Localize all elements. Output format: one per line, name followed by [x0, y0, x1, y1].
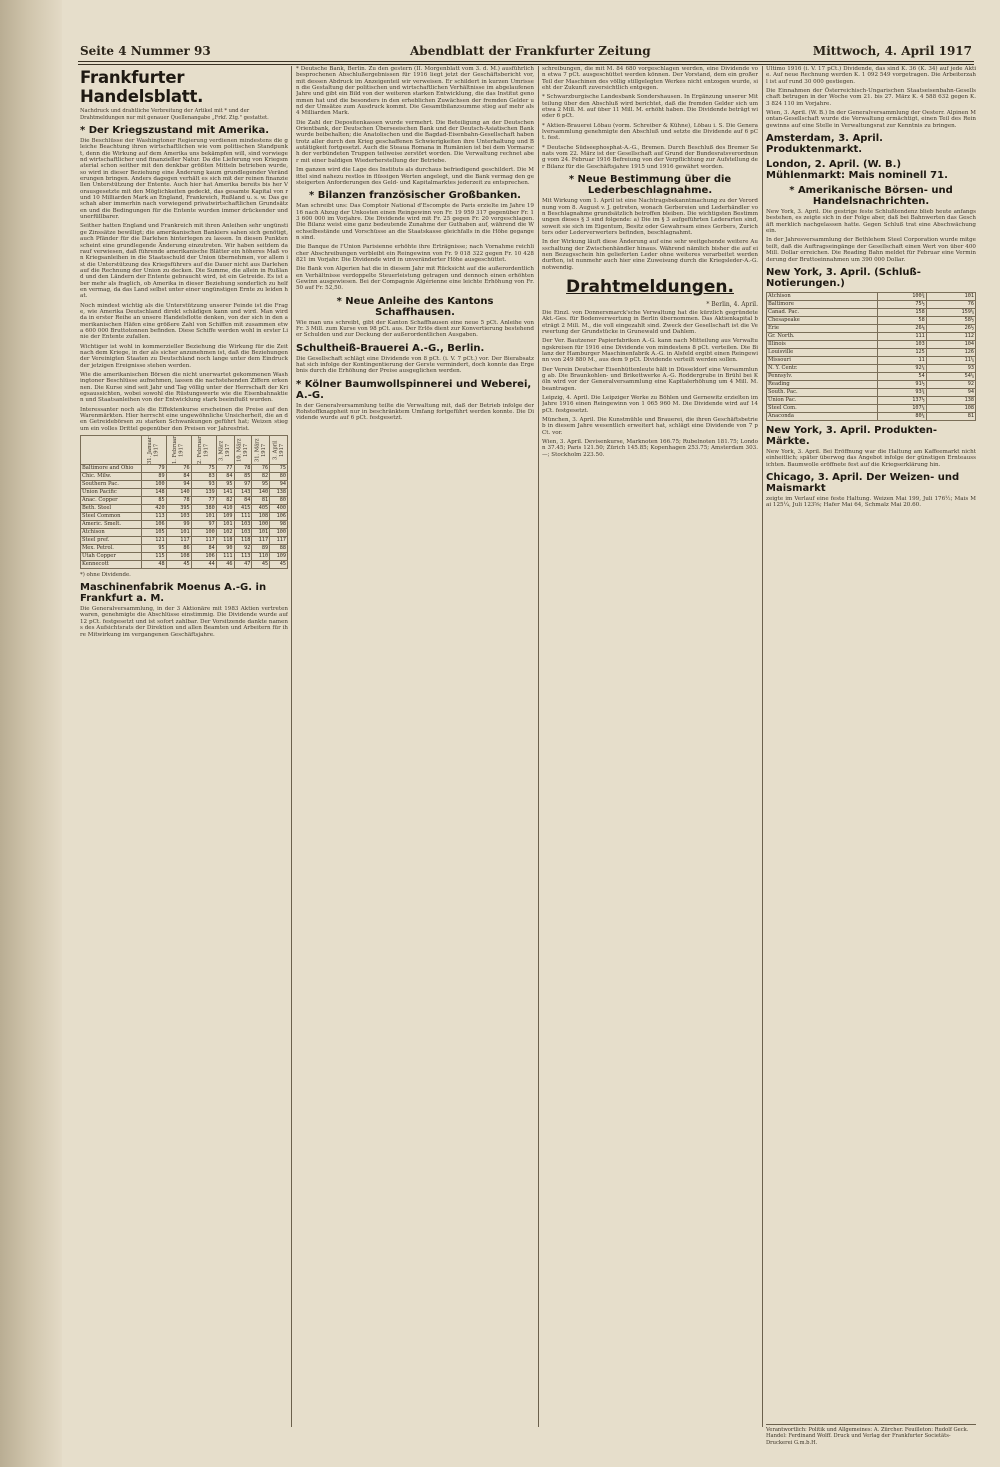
binding-spine — [0, 0, 62, 1467]
table-row — [767, 324, 976, 332]
table-cell: 75 — [270, 465, 288, 473]
table-cell: 92 — [234, 545, 252, 553]
table-row — [767, 316, 976, 324]
table-cell: 140 — [252, 489, 270, 497]
table-cell: Baltimore — [767, 300, 878, 308]
table-cell: 140 — [166, 489, 191, 497]
article-paragraph: Die Generalversammlung, in der 3 Aktionäre mit 1983 Aktien vertreten waren, genehmigte die Abschlüsse einstimmig. Die Dividende wurde auf 12 pCt. festgesetzt und ist sofort zahlbar. Der Vorsitzende dankte namens des Aufsichtsrats der Direktion und allen Beamten und Arbeitern für ihre Mitwirkung im vergangenen Geschäftsjahre. — [80, 606, 288, 638]
table-cell: 45 — [270, 561, 288, 569]
article-paragraph: * Deutsche Südseephosphat-A.-G., Bremen. Durch Beschluß des Bremer Senats vom 22. März ist der Gesellschaft auf Grund der Bundesratsverordnung vom 24. Februar 1916 Befreiung von der Verpflichtung zur Aufstellung der Bilanz für die Geschäftsjahre 1915 und 1916 gewährt worden. — [542, 144, 758, 170]
article-paragraph: Interessanter noch als die Effektenkurse erscheinen die Preise auf den Warenmärkten. Hier herrscht eine ungewöhnliche Unsicherheit, die an den Getreidebörsen zu starken Schwankungen geführt hat; Weizen stieg um ein volles Drittel gegenüber den Preisen vor Jahresfrist. — [80, 406, 288, 432]
table-cell: Chic. Milw. — [81, 473, 142, 481]
table-cell: 58½ — [926, 316, 975, 324]
table-title: New York, 3. April. (Schluß-Notierungen.) — [766, 266, 921, 289]
table-cell: 138 — [270, 489, 288, 497]
table-cell: 117 — [191, 537, 216, 545]
table-cell: 82 — [216, 497, 234, 505]
section-heading: Drahtmeldungen. — [566, 276, 734, 297]
article-paragraph: * Schwarzburgische Landesbank Sondershausen. In Ergänzung unserer Mitteilung über den Abschluß wird berichtet, daß die fremden Gelder sich um etwa 2 Mill. M. auf über 11 Mill. M. erhöht haben. Die Dividende beträgt wieder 6 pCt. — [542, 94, 758, 120]
article-paragraph: New York, 3. April. Die gestrige feste Schlußtendenz blieb heute anfangs bestehen, es zeigte sich in der Folge aber, daß bei Bahnwerten das Geschäft merklich nachgelassen hatte. Gegen Schluß trat eine Abschwächung ein. — [766, 209, 976, 235]
article-paragraph: Noch mindest wichtig als die Unterstützung unserer Feinde ist die Frage, wie Amerika Deutschland direkt schädigen kann und wird. Man wird da in erster Reihe an unsere Handelsflotte denken, von der sich in den amerikanischen Häfen eine größere Zahl von Schiffen mit zusammen etwa 600 000 Bruttotonnen befinden. Diese Schiffe werden wohl in erster Linie der Entente zufallen. — [80, 302, 288, 341]
article-paragraph: Die Banque de l'Union Parisienne erhöhte ihre Erträgnisse; nach Vornahme reichlicher Abschreibungen verbleibt ein Reingewinn von Fr. 9 018 322 gegen Fr. 10 428 821 im Vorjahr. Die Dividende wird in unveränderter Höhe ausgeschüttet. — [296, 244, 534, 263]
table-row — [767, 388, 976, 396]
table-cell: 76 — [166, 465, 191, 473]
table-cell: 117 — [270, 537, 288, 545]
table-cell: 79 — [141, 465, 166, 473]
table-cell: Louisville — [767, 348, 878, 356]
table-cell: Anaconda — [767, 412, 878, 420]
table-cell: 103 — [166, 513, 191, 521]
table-row — [767, 332, 976, 340]
table-cell: 113 — [141, 513, 166, 521]
table-cell: 159¼ — [926, 308, 975, 316]
table-cell: 101 — [926, 292, 975, 300]
table-cell: 75½ — [877, 300, 926, 308]
table-cell: 88 — [270, 545, 288, 553]
table-cell: 78 — [166, 497, 191, 505]
article-paragraph: New York, 3. April. Bei Eröffnung war die Haltung am Kaffeemarkt nicht einheitlich; später überwog das Angebot infolge der günstigen Ernteaussichten. Baumwolle eröffnete fest auf die Kriegserklärung hin. — [766, 448, 976, 468]
column-2 — [296, 66, 534, 1427]
table-cell: 54 — [877, 372, 926, 380]
article-paragraph: Wie man uns schreibt, gibt der Kanton Schaffhausen eine neue 5 pCt. Anleihe von Fr. 3 Mill. zum Kurse von 98 pCt. aus. Der Erlös dient zur Konvertierung bestehender Schulden und zur Deckung der außerordentlichen Ausgaben. — [296, 319, 534, 339]
article-paragraph: Man schreibt uns: Das Comptoir National d'Escompte de Paris erzielte im Jahre 1916 nach Abzug der Unkosten einen Reingewinn von Fr. 19 959 317 gegenüber Fr. 13 600 000 im Vorjahre. Die Dividende wird mit Fr. 25 gegen Fr. 20 vorgeschlagen. Die Bilanz weist eine ganz bedeutende Zunahme der Guthaben auf, während die Wechselbestände und Vorschüsse an die Staatskasse gleichfalls in die Höhe gegangen sind. — [296, 203, 534, 241]
table-cell: 97 — [191, 521, 216, 529]
table-cell: Missouri — [767, 356, 878, 364]
table-row — [81, 537, 288, 545]
table-cell: 400 — [270, 505, 288, 513]
table-cell: 148 — [141, 489, 166, 497]
article-heading: Chicago, 3. April. Der Weizen- und Maismarkt — [766, 471, 960, 494]
issue-date: Mittwoch, 4. April 1917 — [812, 44, 972, 58]
table-row — [81, 513, 288, 521]
table-row — [767, 308, 976, 316]
table-cell: Canad. Pac. — [767, 308, 878, 316]
table-cell: 81 — [926, 412, 975, 420]
masthead — [80, 44, 972, 62]
article-paragraph: zeigte im Verlauf eine feste Haltung. Weizen Mai 199, Juli 176½; Mais Mai 125¼, Juli 123⅝; Hafer Mai 64, Schmalz Mai 20.60. — [766, 495, 976, 509]
table-cell: Steel pref. — [81, 537, 142, 545]
table-cell: 117 — [166, 537, 191, 545]
table-cell: Union Pac. — [767, 396, 878, 404]
quotes-table — [766, 292, 976, 421]
table-cell: 101 — [191, 513, 216, 521]
article-paragraph: * Aktien-Brauerei Löbau (vorm. Schreiber & Kühne), Löbau i. S. Die Generalversammlung genehmigte den Abschluß und setzte die Dividende auf 6 pCt. fest. — [542, 122, 758, 142]
table-header-cell: 10. März 1917 — [234, 436, 252, 465]
table-cell: 95 — [252, 481, 270, 489]
column-3 — [542, 66, 758, 1427]
article-paragraph: München, 3. April. Die Kunstmühle und Brauerei, die ihren Geschäftsbetrieb in diesem Jahre wesentlich erweitert hat, schlägt eine Dividende von 7 pCt. vor. — [542, 417, 758, 436]
table-body — [81, 465, 288, 569]
table-cell: 100 — [141, 481, 166, 489]
table-cell: 86 — [166, 545, 191, 553]
article-paragraph: In der Generalversammlung teilte die Verwaltung mit, daß der Betrieb infolge der Rohstoffknappheit nur in beschränktem Umfang fortgeführt werden konnte. Die Dividende wurde auf 6 pCt. festgesetzt. — [296, 402, 534, 422]
table-cell: 105 — [141, 529, 166, 537]
table-cell: 104 — [926, 340, 975, 348]
table-cell: 103 — [234, 521, 252, 529]
table-cell: 98 — [270, 521, 288, 529]
table-row — [81, 497, 288, 505]
article-heading: Schultheiß-Brauerei A.-G., Berlin. — [296, 342, 485, 354]
article-heading: * Bilanzen französischer Großbanken. — [309, 190, 521, 202]
article-paragraph: schreibungen, die mit M. 84 680 vorgeschlagen werden, eine Dividende von etwa 7 pCt. ausgeschüttet werden können. Der Vorstand, dem ein großer Teil der Maschinen des völlig stillgelegten Werkes nicht entzogen wurde, sieht der Zukunft zuversichtlich entgegen. — [542, 66, 758, 92]
table-cell: Atchison — [81, 529, 142, 537]
table-cell: Kennecott — [81, 561, 142, 569]
table-cell: 84 — [216, 473, 234, 481]
table-row — [767, 404, 976, 412]
article-paragraph: Die Einnahmen der Österreichisch-Ungarischen Staatseisenbahn-Gesellschaft betrugen in der Woche vom 21. bis 27. März K. 4 588 632 gegen K. 3 824 110 im Vorjahre. — [766, 88, 976, 107]
table-row — [767, 396, 976, 404]
table-cell: Chesapeake — [767, 316, 878, 324]
table-cell: 75 — [191, 465, 216, 473]
table-cell: 89 — [252, 545, 270, 553]
table-cell: Pennsylv. — [767, 372, 878, 380]
table-cell: 84 — [234, 497, 252, 505]
table-cell: 80 — [270, 473, 288, 481]
table-cell: 109 — [270, 553, 288, 561]
table-cell: 118 — [234, 537, 252, 545]
newspaper-title: Abendblatt der Frankfurter Zeitung — [410, 44, 651, 58]
table-cell: 101 — [252, 529, 270, 537]
table-cell: 94 — [270, 481, 288, 489]
table-cell: 103 — [234, 529, 252, 537]
table-cell: 126 — [926, 348, 975, 356]
table-cell: 109 — [216, 513, 234, 521]
table-cell: 26½ — [926, 324, 975, 332]
article-paragraph: In der Jahresversammlung der Bethlehem Steel Corporation wurde mitgeteilt, daß die Auftragseingänge der Gesellschaft einen Wert von über 400 Mill. Dollar erreichen. Die Reading Bahn meldet für Februar eine Verminderung der Bruttoeinnahmen um 390 000 Dollar. — [766, 237, 976, 263]
table-cell: Union Pacific — [81, 489, 142, 497]
table-header-cell: 31. März 1917 — [252, 436, 270, 465]
table-cell: Anac. Copper — [81, 497, 142, 505]
table-cell: 103 — [877, 340, 926, 348]
table-cell: 113 — [234, 553, 252, 561]
table-cell: 46 — [216, 561, 234, 569]
table-cell: 118 — [216, 537, 234, 545]
article-paragraph: Mit Wirkung vom 1. April ist eine Nachtragsbekanntmachung zu der Verordnung vom 8. August v. J. getreten, wonach Gerbereien und Lederhändler von Beschlagnahme grundsätzlich betroffen bleiben. Die wichtigsten Bestimmungen dieses § 3 sind folgende: a) Die im § 3 aufgeführten Lederarten sind, soweit sie sich im Eigentum, Besitz oder Gewahrsam eines Gerbers, Zurichters oder Lederverwerters befinden, beschlagnahmt. — [542, 198, 758, 236]
table-row — [767, 380, 976, 388]
table-cell: 117 — [252, 537, 270, 545]
table-cell: N. Y. Centr. — [767, 364, 878, 372]
table-cell: 108 — [166, 553, 191, 561]
table-cell: 143 — [234, 489, 252, 497]
table-cell: 395 — [166, 505, 191, 513]
table-cell: 380 — [191, 505, 216, 513]
article-paragraph: Ultimo 1916 (i. V. 17 pCt.) Dividende, das sind K. 36 (K. 34) auf jede Aktie. Auf neue Rechnung werden K. 1 092 549 vorgetragen. Die Arbeiterzahl ist auf rund 30 000 gestiegen. — [766, 66, 976, 85]
table-row — [81, 481, 288, 489]
column-divider — [538, 66, 539, 1427]
table-cell: 108 — [926, 404, 975, 412]
table-cell: 82 — [252, 473, 270, 481]
table-cell: Steel Com. — [767, 404, 878, 412]
article-paragraph: Die Beschlüsse der Washingtoner Regierung verdienen mindestens die gleiche Beachtung ihren wirtschaftlichen wie vom politischen Standpunkt, denn die Wirkung auf dem Amerika uns bekämpfen will, sind vorwiegend wirtschaftlicher und finanzieller Natur. Da die Lieferung von Kriegsmaterial schon seither mit den denkbar größten Mitteln betrieben wurde, so wird in dieser Beziehung eine Änderung kaum grundlegender Veränderungen bringen. Anders dagegen verhält es sich mit der reinen finanziellen Unterstützung der Entente. Auch hier hat Amerika bereits bis her Vorausgesetzte mit den Möglichkeiten gedeckt, das gesamte Kapital von rund 10 Milliarden Mark an England, Frankreich, Rußland u. s. w. Das geschah aber immerhin nach vorwiegend privatwirtschaftlichen Grundsätzen und die Bedingungen für die Entente wurden immer drückender und unerfüllbarer. — [80, 138, 288, 221]
table-cell: 110 — [252, 553, 270, 561]
table-row — [81, 545, 288, 553]
table-row — [767, 356, 976, 364]
table-footnote: *) ohne Dividende. — [80, 572, 131, 579]
masthead-rule-2 — [78, 64, 974, 65]
table-cell: 85 — [234, 473, 252, 481]
article-paragraph: Die Bank von Algerien hat die in diesem Jahr mit Rücksicht auf die außerordentlichen Verhältnisse verdoppelte Steuerleistung getragen und dennoch einen erhöhten Gewinn ausgewiesen. Bei der Compagnie Algérienne eine leichte Erhöhung von Fr. 50 auf Fr. 52,50. — [296, 266, 534, 292]
table-cell: 112 — [926, 332, 975, 340]
table-row — [767, 340, 976, 348]
table-cell: 100¾ — [877, 292, 926, 300]
table-cell: 93¾ — [877, 388, 926, 396]
table-row — [81, 529, 288, 537]
table-header-cell: 31. Januar 1917 — [141, 436, 166, 465]
table-cell: 125 — [877, 348, 926, 356]
table-row — [81, 505, 288, 513]
table-cell: 137½ — [877, 396, 926, 404]
table-cell: Americ. Smelt. — [81, 521, 142, 529]
table-cell: 111 — [234, 513, 252, 521]
article-paragraph: Leipzig, 4. April. Die Leipziger Werke zu Böhlen und Gernewitz erzielten im Jahre 1916 einen Reingewinn von 1 065 960 M. Die Dividende wird auf 14 pCt. festgesetzt. — [542, 395, 758, 414]
table-cell: 76 — [926, 300, 975, 308]
table-cell: 405 — [252, 505, 270, 513]
table-cell: Utah Copper — [81, 553, 142, 561]
table-cell: 115 — [141, 553, 166, 561]
table-cell: 54¼ — [926, 372, 975, 380]
table-cell: 76 — [252, 465, 270, 473]
table-cell: 47 — [234, 561, 252, 569]
article-heading: * Der Kriegszustand mit Amerika. — [80, 125, 269, 136]
table-cell: Atchison — [767, 292, 878, 300]
table-cell: 108 — [252, 513, 270, 521]
table-cell: 106 — [191, 553, 216, 561]
article-paragraph: Wien, 3. April. (W. B.) In der Generalversammlung der Oesterr. Alpinen Montan-Gesellschaft wurde die Verwaltung ermächtigt, einen Teil des Reingewinns auf eine Stelle in Verwaltungsrat zur Kenntnis zu bringen. — [766, 110, 976, 129]
table-cell: 101 — [166, 529, 191, 537]
table-row — [767, 348, 976, 356]
table-cell: 106 — [270, 513, 288, 521]
table-cell: 80 — [270, 497, 288, 505]
article-paragraph: Im ganzen wird die Lage des Instituts als durchaus befriedigend geschildert. Die Mittel sind nahezu restlos in flüssigen Werten angelegt, und die Bank vermag den gesteigerten Anforderungen des Geld- und Kapitalmarktes jederzeit zu entsprechen. — [296, 167, 534, 186]
table-row — [81, 553, 288, 561]
table-row — [81, 465, 288, 473]
table-cell: 91½ — [877, 380, 926, 388]
section-heading: * Amerikanische Börsen- und Handelsnachrichten. — [789, 185, 953, 208]
column-divider — [762, 66, 763, 1427]
table-cell: 48 — [141, 561, 166, 569]
table-cell: 139 — [191, 489, 216, 497]
table-cell: 84 — [191, 545, 216, 553]
table-cell: 78 — [234, 465, 252, 473]
table-cell: 81 — [252, 497, 270, 505]
table-cell: 11 — [877, 356, 926, 364]
reprint-note: Nachdruck und drahtliche Verbreitung der Artikel mit * und der Drahtmeldungen nur mit genauer Quellenangabe „Frkf. Ztg." gestattet. — [80, 108, 269, 121]
article-heading: * Kölner Baumwollspinnerei und Weberei, A.-G. — [296, 378, 532, 401]
article-paragraph: Seither hatten England und Frankreich mit ihren Anleihen sehr ungünstige Zinssätze bewilligt; die amerikanischen Bankiers sahen sich genötigt, auch Pfänder für die Darlehen hinterlegen zu lassen. In diesen Punkten scheint eine grundlegende Änderung einzutreten. Wir haben seitdem darauf verwiesen, daß führende amerikanische Blätter ein höheres Maß von Kriegsanleihen in die Staatsschuld der Union übernehmen, vor allem ist die Unterstützung des Kriegsführers auf die Dauer nicht aus Darlehen auf die Rechnung der Union zu decken. Die Summe, die allein in Rußland und den Ländern der Entente gebraucht wird, ist ein Getreide. Es ist aber mehr als fraglich, ob Amerika in dieser Beziehung sonderlich zu helfen vermag, da das Land selbst unter einer ungünstigen Ernte zu leiden hat. — [80, 223, 288, 300]
table-cell: 90 — [216, 545, 234, 553]
table-cell: 95 — [216, 481, 234, 489]
table-cell: 83 — [191, 473, 216, 481]
table-cell: Mex. Petrol. — [81, 545, 142, 553]
table-cell: Illinois — [767, 340, 878, 348]
table-cell: 106 — [141, 521, 166, 529]
table-cell: 44 — [191, 561, 216, 569]
table-cell: 410 — [216, 505, 234, 513]
table-row — [767, 412, 976, 420]
table-cell: 26⅛ — [877, 324, 926, 332]
table-header-cell: 3. März 1917 — [216, 436, 234, 465]
article-paragraph: Die Zahl der Depositenkassen wurde vermehrt. Die Beteiligung an der Deutschen Orientbank, der Deutschen Überseeischen Bank und der Deutsch-Asiatischen Bank wurde beibehalten; die Anatolischen und die Bagdad-Eisenbahn-Gesellschaft haben trotz aller durch den Krieg geschaffenen Schwierigkeiten ihre Unterhaltung und Bautätigkeit fortgesetzt. Auch die Steaua Romana in Rumänien ist bei dem Vormarsch der verbündeten Truppen teilweise zerstört worden. Die Verwaltung rechnet aber mit einer baldigen Wiederherstellung der Betriebe. — [296, 119, 534, 164]
table-cell: 77 — [191, 497, 216, 505]
table-cell: 138 — [926, 396, 975, 404]
article-paragraph: Der Verein Deutscher Eisenhüttenleute hält in Düsseldorf eine Versammlung ab. Die Braunkohlen- und Brikettwerke A.-G. Roddergrube in Brühl bei Köln wird vor der Generalversammlung eine Kapitalerhöhung um 4 Mill. M. beantragen. — [542, 366, 758, 392]
table-cell: 80¼ — [877, 412, 926, 420]
table-cell: 100 — [191, 529, 216, 537]
table-cell: 93 — [191, 481, 216, 489]
table-cell: 99 — [166, 521, 191, 529]
table-cell: 107¼ — [877, 404, 926, 412]
table-cell: 84 — [166, 473, 191, 481]
table-cell: 58 — [877, 316, 926, 324]
table-cell: 121 — [141, 537, 166, 545]
table-row — [81, 489, 288, 497]
table-cell: Baltimore and Ohio — [81, 465, 142, 473]
table-row — [767, 364, 976, 372]
article-paragraph: Wien, 3. April. Devisenkurse, Marknoten 166.75; Rubelnoten 181.75; London 37.45; Paris 121.50; Zürich 145.85; Kopenhagen 253.75; Amsterdam 303.—; Stockholm 223.50. — [542, 439, 758, 458]
table-header-row — [81, 436, 288, 465]
table-cell: 101 — [216, 521, 234, 529]
article-heading: New York, 3. April. Produkten-Märkte. — [766, 424, 938, 447]
table-cell: 141 — [216, 489, 234, 497]
table-cell: 92 — [926, 380, 975, 388]
article-heading: London, 2. April. (W. B.) Mühlenmarkt: Mais nominell 71. — [766, 159, 948, 182]
table-row — [767, 372, 976, 380]
table-cell: 77 — [216, 465, 234, 473]
table-header-cell: 1. Februar 1917 — [166, 436, 191, 465]
article-paragraph: Der Ver. Bautzener Papierfabriken A.-G. kann nach Mitteilung aus Verwaltungskreisen für 1916 eine Dividende von mindestens 8 pCt. verteilen. Die Bilanz der Hamburger Maschinenfabrik A.-G. in Alsfeld ergibt einen Reingewinn von 249 880 M., aus dem 9 pCt. Dividende verteilt werden sollen. — [542, 338, 758, 364]
article-paragraph: Die Einzl. von Donnersmarck'sche Verwaltung hat die kürzlich gegründete Akt.-Ges. für Bodenverwertung in Berlin übernommen. Das Aktienkapital beträgt 2 Mill. M., die voll eingezahlt sind. Zweck der Gesellschaft ist die Verwertung der Grundstücke in Grunewald und Dahlem. — [542, 309, 758, 335]
article-heading: Amsterdam, 3. April. Produktenmarkt. — [766, 133, 883, 156]
column-divider — [291, 66, 292, 1427]
table-cell: Reading — [767, 380, 878, 388]
table-cell: 158 — [877, 308, 926, 316]
table-cell: 89 — [141, 473, 166, 481]
table-cell: 94 — [166, 481, 191, 489]
quotes-body — [767, 292, 976, 420]
article-paragraph: In der Wirkung läuft diese Änderung auf eine sehr weitgehende weitere Ausschaltung der Zwischenhändler hinaus. Während nämlich bisher die auf einen Bezugsschein hin gelieferten Leder ohne weiteres verarbeitet werden durften, ist nunmehr auch hier eine Zuweisung durch die Kriegsleder-A.-G. notwendig. — [542, 239, 758, 271]
article-paragraph: Die Gesellschaft schlägt eine Dividende von 8 pCt. (i. V. 7 pCt.) vor. Der Bierabsatz hat sich infolge der Kontingentierung der Gerste vermindert, doch konnte das Ergebnis durch die Erhöhung der Preise ausgeglichen werden. — [296, 355, 534, 375]
table-cell: 100 — [270, 529, 288, 537]
section-title: Frankfurter Handelsblatt. — [80, 68, 204, 106]
table-cell: 85 — [141, 497, 166, 505]
imprint: Verantwortlich: Politik und Allgemeines: A. Zürcher. Feuilleton: Rudolf Geck. Handel: Ferdinand Wolff. Druck und Verlag der Frankfurter Societäts-Druckerei G.m.b.H. — [766, 1424, 976, 1449]
table-cell: Erie — [767, 324, 878, 332]
table-cell: 45 — [252, 561, 270, 569]
table-cell: 100 — [252, 521, 270, 529]
table-cell: 92¼ — [877, 364, 926, 372]
table-cell: 102 — [216, 529, 234, 537]
masthead-rule — [78, 61, 974, 62]
column-4 — [766, 66, 976, 1427]
table-cell: 94 — [926, 388, 975, 396]
table-cell: 95 — [141, 545, 166, 553]
table-cell: 45 — [166, 561, 191, 569]
table-row — [81, 473, 288, 481]
table-cell: Gr. North. — [767, 332, 878, 340]
column-1 — [80, 66, 288, 1427]
table-row — [767, 300, 976, 308]
table-cell: South. Pac. — [767, 388, 878, 396]
table-cell: 111 — [216, 553, 234, 561]
table-cell: Southern Pac. — [81, 481, 142, 489]
article-paragraph: Wichtiger ist wohl in kommerzieller Beziehung die Wirkung für die Zeit nach dem Kriege, in der als sicher anzunehmen ist, daß die Beziehungen der Vereinigten Staaten zu Deutschland noch lange unter dem Eindruck der jetzigen Ereignisse stehen werden. — [80, 343, 288, 369]
table-cell: 97 — [234, 481, 252, 489]
article-paragraph: Wie die amerikanischen Börsen die nicht unerwartet gekommenen Washingtoner Beschlüsse aufnehmen, lassen die nachstehenden Ziffern erkennen. Die Kurse sind seit Jahr und Tag völlig unter der Herrschaft der Kriegsaussichten, wobei sowohl die Rüstungswerte wie die Eisenbahnaktien und Staatsanleihen von der Entwicklung stark beeinflußt wurden. — [80, 372, 288, 404]
article-paragraph: * Deutsche Bank, Berlin. Zu den gestern (II. Morgenblatt vom 3. d. M.) ausführlich besprochenen Abschlußergebnissen für 1916 liegt jetzt der Geschäftsbericht vor, mit dessen Abdruck im Anzeigenteil wir verweisen. Er schildert in kurzen Umrissen die Gestaltung der politischen und wirtschaftlichen Verhältnisse im abgelaufenen Jahre und gibt ein Bild von der weiteren starken Entwicklung, die das Institut genommen hat und die besonders in den erheblichen Zuwächsen der fremden Gelder und der Umsätze zum Ausdruck kommt. Die Gesamtbilanzsumme stieg auf mehr als 4 Milliarden Mark. — [296, 66, 534, 117]
article-heading: * Neue Anleihe des Kantons Schaffhausen. — [336, 295, 494, 318]
table-cell: 111 — [877, 332, 926, 340]
article-heading: * Neue Bestimmung über die Lederbeschlagnahme. — [568, 174, 732, 197]
page-number: Seite 4 Nummer 93 — [80, 44, 211, 58]
table-row — [81, 521, 288, 529]
table-cell: 93 — [926, 364, 975, 372]
table-row — [767, 292, 976, 300]
article-heading: Maschinenfabrik Moenus A.-G. in Frankfurt a. M. — [80, 582, 267, 605]
table-row — [81, 561, 288, 569]
table-cell: Steel Common — [81, 513, 142, 521]
table-cell: 420 — [141, 505, 166, 513]
table-cell: 415 — [234, 505, 252, 513]
stock-table — [80, 435, 288, 569]
table-header-cell: 2. Februar 1917 — [191, 436, 216, 465]
table-cell: Beth. Steel — [81, 505, 142, 513]
table-header-cell: 3. April 1917 — [270, 436, 288, 465]
dateline: * Berlin, 4. April. — [706, 300, 758, 308]
table-header-cell — [81, 436, 142, 465]
table-cell: 11¼ — [926, 356, 975, 364]
